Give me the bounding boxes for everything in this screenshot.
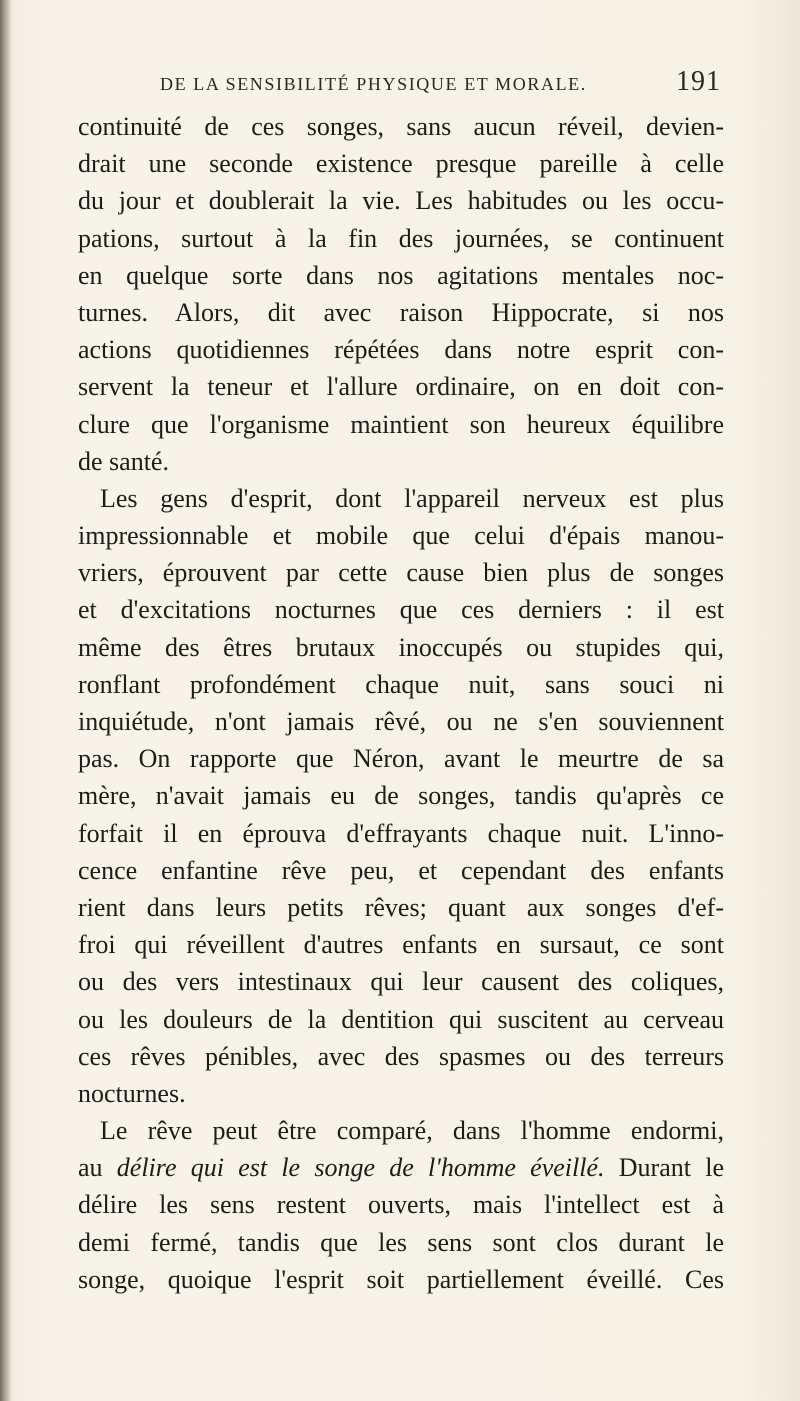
page-number: 191 (676, 66, 721, 97)
text-line: impressionnable et mobile que celui d'épais manou- (78, 521, 724, 551)
text-line: turnes. Alors, dit avec raison Hippocrate, si nos (78, 297, 724, 327)
text-line: clure que l'organisme maintient son heureux équilibre (78, 409, 724, 439)
paragraph-1 (78, 108, 724, 480)
text-line: inquiétude, n'ont jamais rêvé, ou ne s'en souviennent (78, 707, 724, 736)
text-line: Les gens d'esprit, dont l'appareil nerveux est plus (100, 483, 724, 513)
text-line: de santé. (78, 446, 169, 476)
text-line: en quelque sorte dans nos agitations mentales noc- (78, 260, 724, 290)
text-line: Le rêve peut être comparé, dans l'homme endormi, (100, 1116, 724, 1146)
text-segment: Durant le (604, 1153, 724, 1183)
text-line-mixed (78, 1149, 724, 1186)
text-line: vriers, éprouvent par cette cause bien plus de songes (78, 558, 724, 588)
page-header (0, 66, 800, 106)
italic-quote: délire qui est le songe de l'homme éveillé. (116, 1153, 605, 1183)
text-line: demi fermé, tandis que les sens sont clos durant le (78, 1227, 724, 1257)
text-line: forfait il en éprouva d'effrayants chaque nuit. L'inno- (78, 818, 724, 848)
running-head: DE LA SENSIBILITÉ PHYSIQUE ET MORALE. (160, 74, 587, 94)
text-line: nocturnes. (78, 1078, 186, 1108)
text-line: rient dans leurs petits rêves; quant aux songes d'ef- (78, 892, 724, 922)
text-line: continuité de ces songes, sans aucun réveil, devien- (78, 112, 724, 141)
text-line: drait une seconde existence presque pareille à celle (78, 149, 724, 179)
text-line: cence enfantine rêve peu, et cependant des enfants (78, 855, 724, 885)
text-line: et d'excitations nocturnes que ces derniers : il est (78, 595, 724, 625)
text-line: délire les sens restent ouverts, mais l'intellect est à (78, 1190, 724, 1220)
text-line: servent la teneur et l'allure ordinaire, on en doit con- (78, 372, 724, 402)
text-line: du jour et doublerait la vie. Les habitudes ou les occu- (78, 186, 724, 216)
body-text (78, 108, 724, 1298)
text-line: mère, n'avait jamais eu de songes, tandis qu'après ce (78, 781, 724, 811)
text-line: pas. On rapporte que Néron, avant le meurtre de sa (78, 744, 724, 774)
text-line: pations, surtout à la fin des journées, se continuent (78, 223, 724, 253)
text-line: ces rêves pénibles, avec des spasmes ou des terreurs (78, 1041, 724, 1071)
text-line: actions quotidiennes répétées dans notre esprit con- (78, 335, 724, 365)
binding-shadow (0, 0, 12, 1401)
text-line: ou des vers intestinaux qui leur causent des coliques, (78, 967, 724, 997)
paragraph-2 (78, 480, 724, 1112)
text-line: froi qui réveillent d'autres enfants en sursaut, ce sont (78, 930, 724, 960)
text-line: même des êtres brutaux inoccupés ou stupides qui, (78, 632, 724, 662)
text-line: ou les douleurs de la dentition qui suscitent au cerveau (78, 1004, 724, 1034)
text-line: songe, quoique l'esprit soit partiellement éveillé. Ces (78, 1264, 724, 1294)
text-segment: au (78, 1153, 117, 1183)
text-line: ronflant profondément chaque nuit, sans souci ni (78, 669, 724, 699)
paragraph-3 (78, 1112, 724, 1298)
